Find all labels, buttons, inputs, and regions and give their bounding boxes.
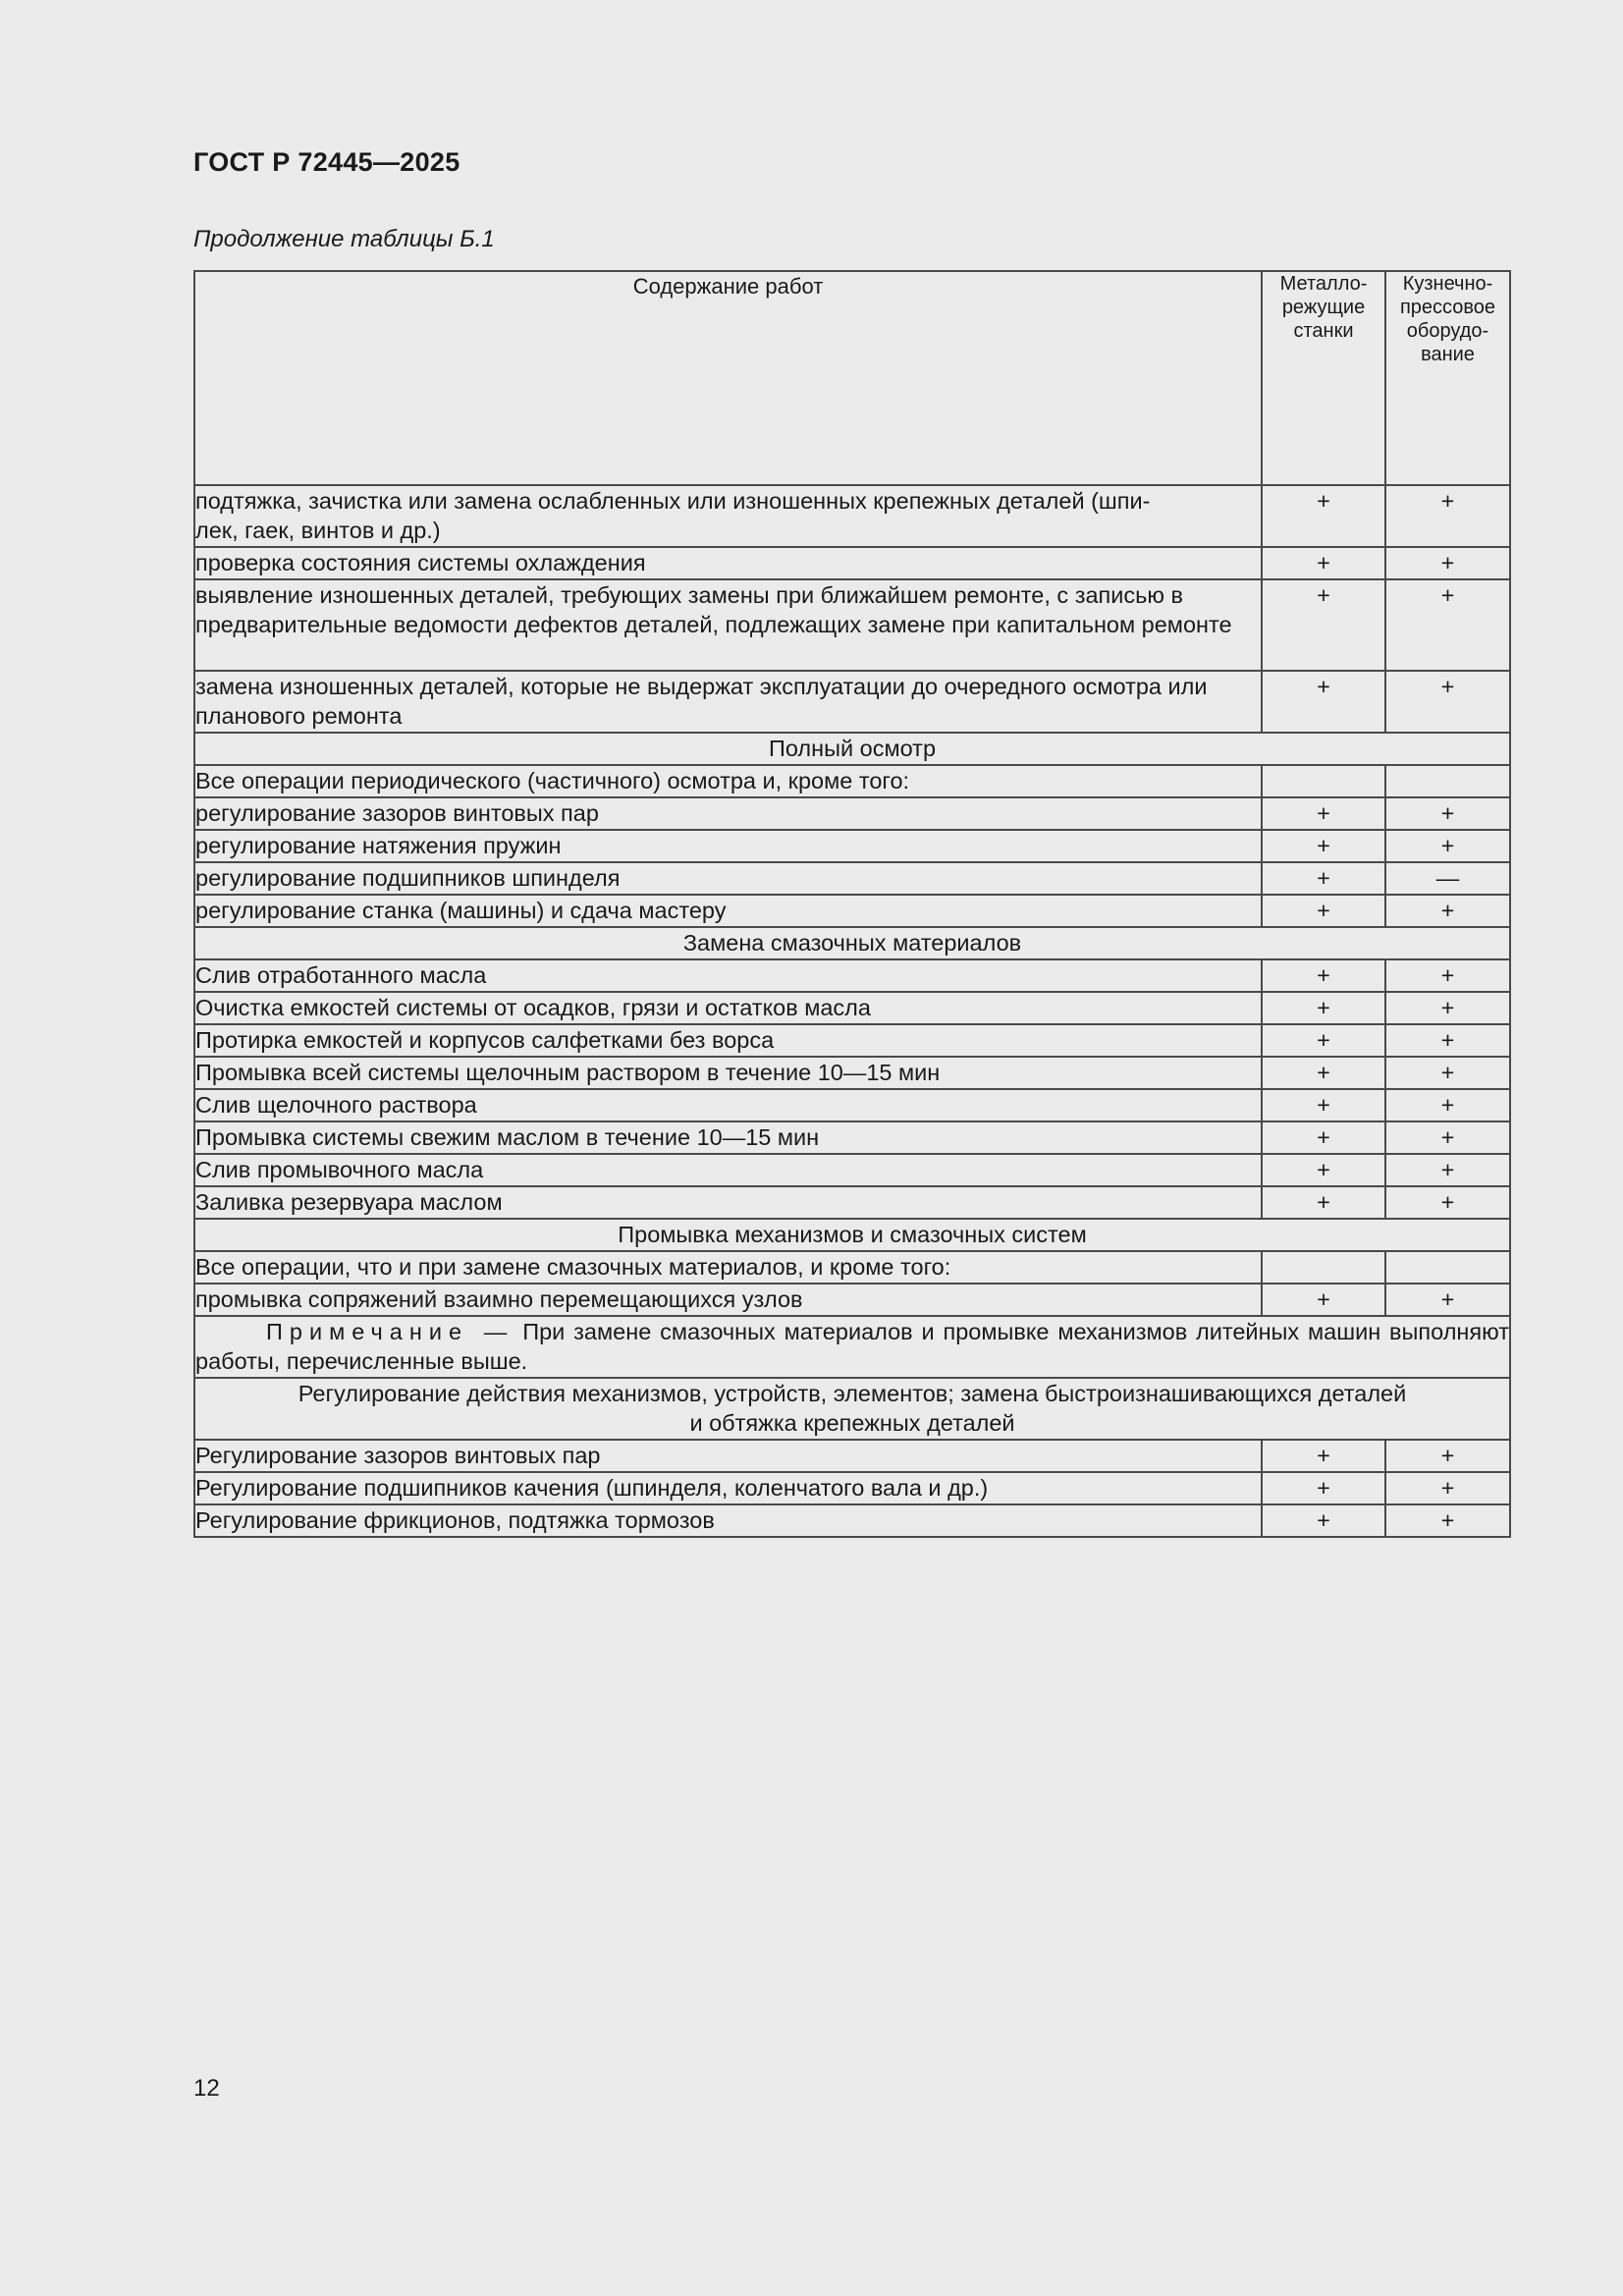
work-cell: Регулирование подшипников качения (шпинделя, коленчатого вала и др.) [194,1472,1262,1504]
metal-mark: + [1262,862,1385,895]
section-heading-full-inspection: Полный осмотр [194,733,1510,765]
metal-mark: + [1262,485,1385,547]
table-row [194,830,1510,862]
metal-mark: + [1262,547,1385,579]
work-cell: Слив промывочного масла [194,1154,1262,1186]
document-code: ГОСТ Р 72445—2025 [193,147,460,177]
table-row [194,1186,1510,1219]
note-label: Примечание — [266,1319,514,1344]
forge-mark [1385,765,1510,797]
work-cell: Регулирование фрикционов, подтяжка тормозов [194,1504,1262,1537]
table-row [194,1504,1510,1537]
column-header-forging [1385,271,1510,485]
work-intro-cell: Все операции периодического (частичного) осмотра и, кроме того: [194,765,1262,797]
work-cell: Промывка системы свежим маслом в течение 10—15 мин [194,1121,1262,1154]
table-row [194,1472,1510,1504]
work-cell: промывка сопряжений взаимно перемещающихся узлов [194,1284,1262,1316]
table-caption: Продолжение таблицы Б.1 [193,226,495,252]
work-cell: регулирование зазоров винтовых пар [194,797,1262,830]
forge-mark [1385,1251,1510,1284]
table-row [194,1154,1510,1186]
metal-mark: + [1262,1504,1385,1537]
metal-mark: + [1262,1284,1385,1316]
metal-mark: + [1262,579,1385,671]
section-row [194,1219,1510,1251]
table-header-row [194,271,1510,485]
forge-mark: + [1385,992,1510,1024]
page-number: 12 [193,2075,220,2102]
table-row [194,547,1510,579]
metal-mark: + [1262,797,1385,830]
maintenance-table [193,270,1511,1538]
column-header-metal-cutting-label: Металло- режущие станки [1279,273,1368,342]
metal-mark: + [1262,992,1385,1024]
forge-mark: + [1385,1024,1510,1057]
column-header-metal-cutting [1262,271,1385,485]
forge-mark: + [1385,895,1510,927]
column-header-work: Содержание работ [194,271,1262,485]
table-row [194,959,1510,992]
forge-mark: + [1385,959,1510,992]
forge-mark: + [1385,830,1510,862]
table-row [194,797,1510,830]
forge-mark: + [1385,1472,1510,1504]
section-row [194,733,1510,765]
forge-mark: + [1385,1284,1510,1316]
work-cell: регулирование натяжения пружин [194,830,1262,862]
forge-mark: + [1385,1121,1510,1154]
table-row [194,1284,1510,1316]
metal-mark: + [1262,895,1385,927]
work-cell: регулирование станка (машины) и сдача мастеру [194,895,1262,927]
metal-mark: + [1262,830,1385,862]
forge-mark: + [1385,547,1510,579]
table-row [194,1121,1510,1154]
section-row [194,927,1510,959]
metal-mark: + [1262,1024,1385,1057]
metal-mark: + [1262,1186,1385,1219]
table-row [194,485,1510,547]
work-cell: замена изношенных деталей, которые не выдержат эксплуатации до очередного осмотра или планового ремонта [194,671,1262,733]
table-row [194,1251,1510,1284]
note-row [194,1316,1510,1378]
table-row [194,671,1510,733]
work-cell: Слив отработанного масла [194,959,1262,992]
metal-mark [1262,765,1385,797]
forge-mark: + [1385,1440,1510,1472]
metal-mark: + [1262,1440,1385,1472]
forge-mark: + [1385,1089,1510,1121]
work-cell: подтяжка, зачистка или замена ослабленных или изношенных крепежных деталей (шпи- лек, гаек, винтов и др.) [194,485,1262,547]
forge-mark: + [1385,1154,1510,1186]
table-row [194,1024,1510,1057]
work-cell: выявление изношенных деталей, требующих замены при ближайшем ремонте, с записью в предварительные ведомости дефектов деталей, подлежащих замене при капитальном ремонте [194,579,1262,671]
table-row [194,579,1510,671]
table-row [194,1440,1510,1472]
metal-mark: + [1262,1154,1385,1186]
work-cell: Промывка всей системы щелочным раствором в течение 10—15 мин [194,1057,1262,1089]
metal-mark: + [1262,1472,1385,1504]
note-cell [194,1316,1510,1378]
work-cell: Протирка емкостей и корпусов салфетками без ворса [194,1024,1262,1057]
note-text: При замене смазочных материалов и промывке механизмов литейных машин выполняют работы, перечисленные выше. [195,1319,1509,1374]
forge-mark: + [1385,797,1510,830]
metal-mark: + [1262,959,1385,992]
metal-mark: + [1262,1057,1385,1089]
work-cell: Очистка емкостей системы от осадков, грязи и остатков масла [194,992,1262,1024]
table-row [194,1057,1510,1089]
section-row [194,1378,1510,1440]
forge-mark: + [1385,1057,1510,1089]
metal-mark: + [1262,1089,1385,1121]
table-row [194,1089,1510,1121]
table-row [194,862,1510,895]
table-row [194,992,1510,1024]
work-cell: Регулирование зазоров винтовых пар [194,1440,1262,1472]
work-cell: Слив щелочного раствора [194,1089,1262,1121]
work-cell: регулирование подшипников шпинделя [194,862,1262,895]
work-cell: проверка состояния системы охлаждения [194,547,1262,579]
section-heading-flushing: Промывка механизмов и смазочных систем [194,1219,1510,1251]
forge-mark: + [1385,485,1510,547]
section-heading-lubricant: Замена смазочных материалов [194,927,1510,959]
metal-mark: + [1262,671,1385,733]
section-heading-adjustment: Регулирование действия механизмов, устройств, элементов; замена быстроизнашивающихся деталей и обтяжка крепежных деталей [194,1378,1510,1440]
metal-mark [1262,1251,1385,1284]
forge-mark: + [1385,1186,1510,1219]
forge-mark: + [1385,579,1510,671]
forge-mark: + [1385,671,1510,733]
column-header-forging-label: Кузнечно- прессовое оборудо- вание [1399,273,1496,365]
work-cell: Заливка резервуара маслом [194,1186,1262,1219]
metal-mark: + [1262,1121,1385,1154]
table-row [194,895,1510,927]
forge-mark: — [1385,862,1510,895]
forge-mark: + [1385,1504,1510,1537]
work-intro-cell: Все операции, что и при замене смазочных материалов, и кроме того: [194,1251,1262,1284]
table-row [194,765,1510,797]
